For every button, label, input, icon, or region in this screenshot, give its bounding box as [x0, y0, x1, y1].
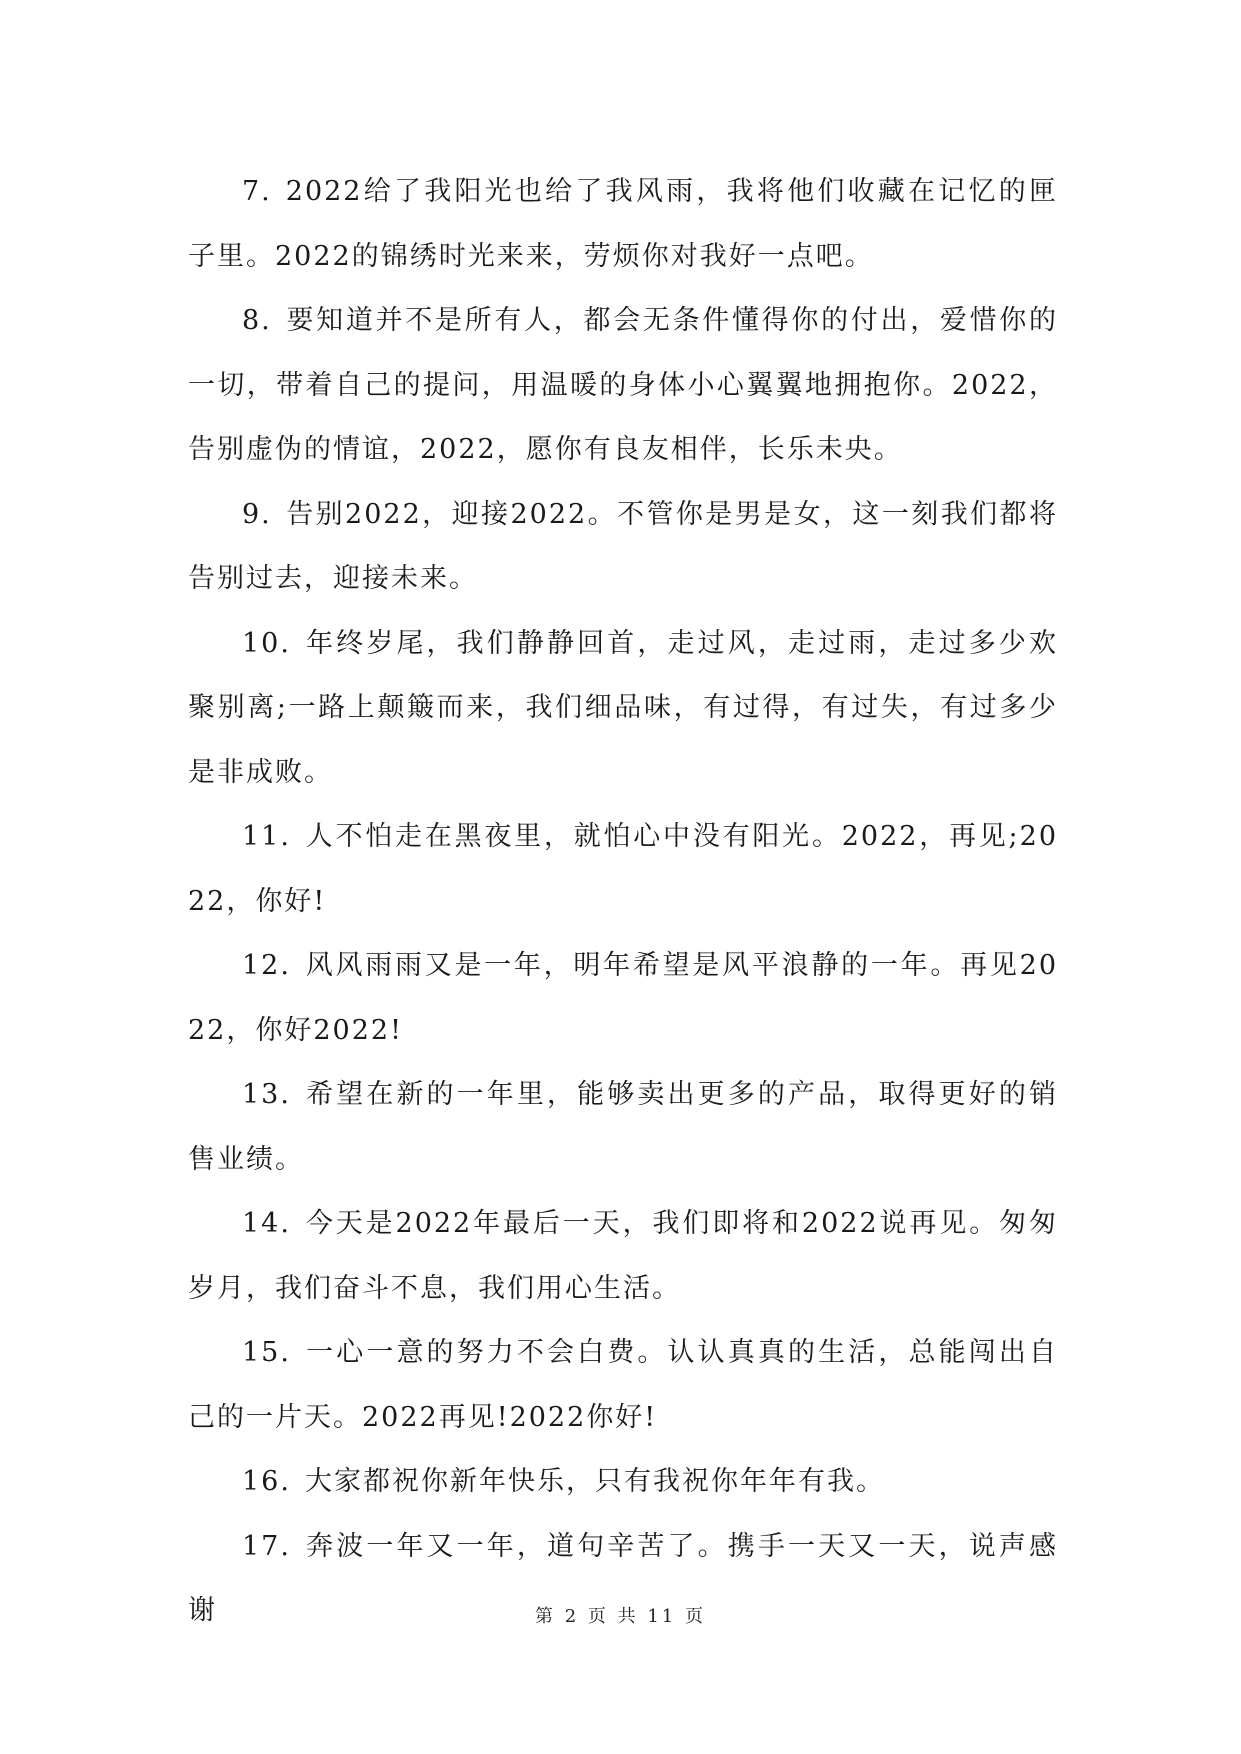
paragraph-number: 15.: [242, 1337, 291, 1368]
paragraph-text: 大家都祝你新年快乐，只有我祝你年年有我。: [304, 1466, 885, 1497]
paragraph-text: 希望在新的一年里，能够卖出更多的产品，取得更好的销售业绩。: [188, 1079, 1058, 1175]
paragraph-7: [188, 160, 1058, 289]
paragraph-number: 17.: [242, 1530, 291, 1562]
paragraph-number: 9.: [242, 498, 272, 530]
paragraph-text: 一心一意的努力不会白费。认认真真的生活，总能闯出自己的一片天。2022再见!2022你好!: [188, 1337, 1058, 1433]
paragraph-9: [188, 483, 1058, 612]
paragraph-text: 奔波一年又一年，道句辛苦了。携手一天又一天，说声感谢: [188, 1530, 1058, 1626]
paragraph-number: 10.: [242, 627, 291, 659]
paragraph-15: [188, 1321, 1058, 1450]
paragraph-text: 要知道并不是所有人，都会无条件懂得你的付出，爱惜你的一切，带着自己的提问，用温暖的身体小心翼翼地拥抱你。2022，告别虚伪的情谊，2022，愿你有良友相伴，长乐未央。: [188, 305, 1058, 465]
paragraph-number: 14.: [242, 1208, 291, 1239]
paragraph-text: 风风雨雨又是一年，明年希望是风平浪静的一年。再见2022，你好2022!: [188, 950, 1058, 1046]
paragraph-number: 12.: [242, 950, 291, 981]
paragraph-11: [188, 805, 1058, 934]
paragraph-16: [188, 1450, 1058, 1515]
paragraph-8: [188, 289, 1058, 483]
paragraph-text: 告别2022，迎接2022。不管你是男是女，这一刻我们都将告别过去，迎接未来。: [188, 498, 1058, 594]
paragraph-number: 11.: [242, 821, 291, 852]
document-body: [188, 160, 1058, 1644]
paragraph-10: [188, 612, 1058, 806]
paragraph-number: 16.: [242, 1466, 291, 1497]
paragraph-13: [188, 1063, 1058, 1192]
paragraph-text: 人不怕走在黑夜里，就怕心中没有阳光。2022，再见;2022，你好!: [188, 821, 1058, 917]
paragraph-text: 年终岁尾，我们静静回首，走过风，走过雨，走过多少欢聚别离;一路上颠簸而来，我们细品味，有过得，有过失，有过多少是非成败。: [188, 627, 1058, 788]
paragraph-number: 8.: [242, 305, 272, 336]
paragraph-text: 今天是2022年最后一天，我们即将和2022说再见。匆匆岁月，我们奋斗不息，我们用心生活。: [188, 1208, 1058, 1304]
paragraph-number: 7.: [242, 176, 272, 207]
page-footer: 第 2 页 共 11 页: [535, 1606, 706, 1627]
paragraph-12: [188, 934, 1058, 1063]
paragraph-number: 13.: [242, 1079, 291, 1110]
paragraph-14: [188, 1192, 1058, 1321]
paragraph-text: 2022给了我阳光也给了我风雨，我将他们收藏在记忆的匣子里。2022的锦绣时光来来，劳烦你对我好一点吧。: [188, 176, 1058, 272]
